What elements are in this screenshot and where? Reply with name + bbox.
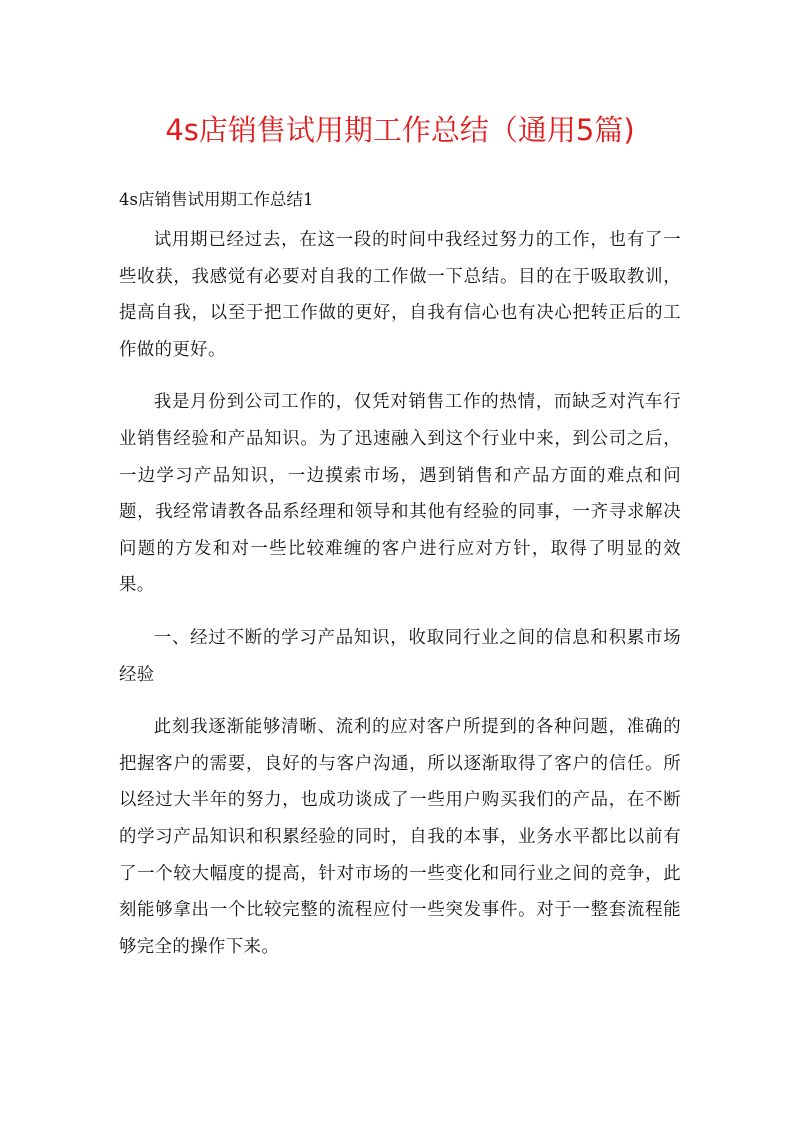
paragraph-background: 我是月份到公司工作的，仅凭对销售工作的热情，而缺乏对汽车行业销售经验和产品知识。为了迅速融入到这个行业中来，到公司之后，一边学习产品知识，一边摸索市场，遇到销售和产品方面的难点和问题，我经常请教各品系经理和领导和其他有经验的同事，一齐寻求解决问题的方发和对一些比较难缠的客户进行应对方针，取得了明显的效果。 (119, 392, 681, 596)
paragraph-progress: 此刻我逐渐能够清晰、流利的应对客户所提到的各种问题，准确的把握客户的需要，良好的与客户沟通，所以逐渐取得了客户的信任。所以经过大半年的努力，也成功谈成了一些用户购买我们的产品，在不断的学习产品知识和积累经验的同时，自我的本事，业务水平都比以前有了一个较大幅度的提高，针对市场的一些变化和同行业之间的竞争，此刻能够拿出一个比较完整的流程应付一些突发事件。对于一整套流程能够完全的操作下来。 (119, 717, 681, 957)
section-heading: 4s店销售试用期工作总结1 (119, 190, 314, 209)
paragraph-intro: 试用期已经过去，在这一段的时间中我经过努力的工作，也有了一些收获，我感觉有必要对自我的工作做一下总结。目的在于吸取教训，提高自我，以至于把工作做的更好，自我有信心也有决心把转正后的工作做的更好。 (119, 230, 681, 360)
paragraph-subheading-1: 一、经过不断的学习产品知识，收取同行业之间的信息和积累市场经验 (119, 627, 681, 685)
document-body (119, 222, 681, 981)
document-title: 4s店销售试用期工作总结（通用5篇) (165, 113, 635, 147)
